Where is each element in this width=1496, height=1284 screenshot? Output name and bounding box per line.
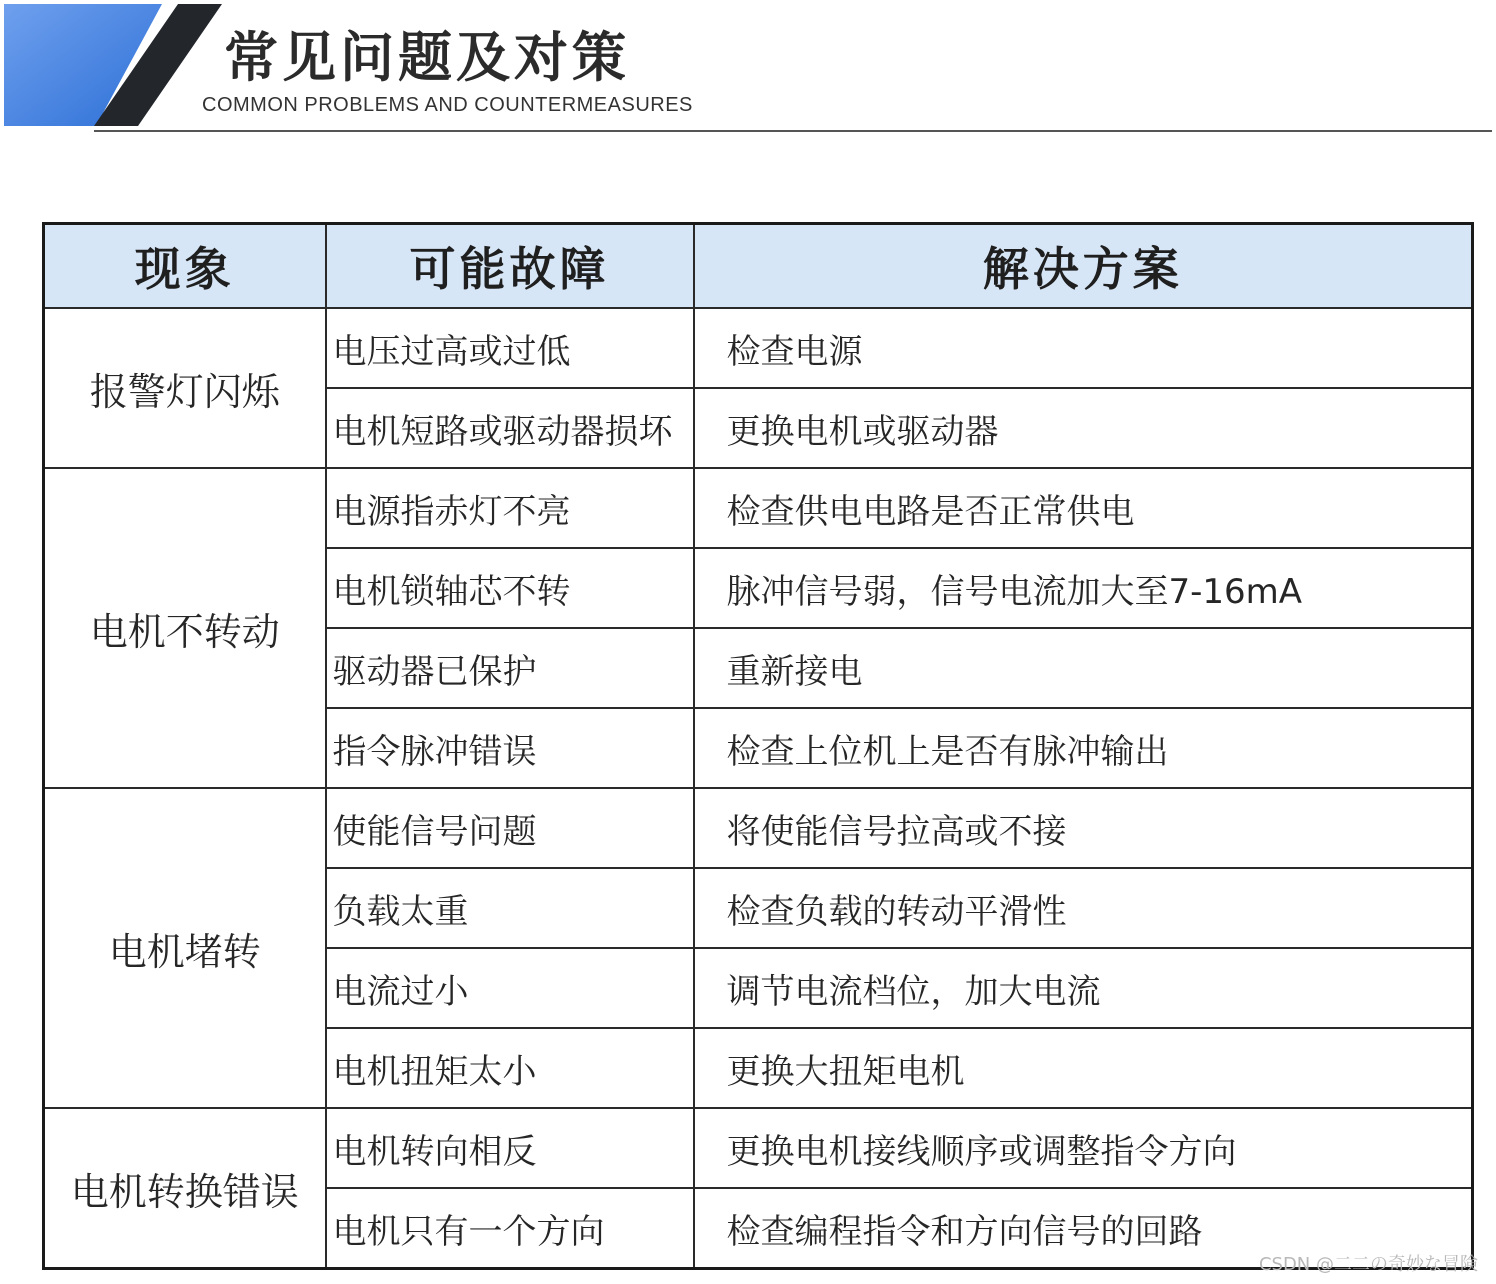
symptom-cell: 电机堵转 [44,788,326,1108]
cause-cell: 电机短路或驱动器损坏 [326,388,694,468]
header-banner [0,0,1496,140]
table-row [44,468,1473,548]
page-subtitle: COMMON PROBLEMS AND COUNTERMEASURES [202,94,693,116]
solution-cell: 调节电流档位，加大电流 [694,948,1473,1028]
solution-cell: 检查上位机上是否有脉冲输出 [694,708,1473,788]
cause-cell: 驱动器已保护 [326,628,694,708]
troubleshooting-table [42,222,1474,1270]
cause-cell: 电流过小 [326,948,694,1028]
table-row [44,1108,1473,1188]
page-title: 常见问题及对策 [224,26,630,89]
solution-cell: 脉冲信号弱，信号电流加大至7-16mA [694,548,1473,628]
cause-cell: 电机锁轴芯不转 [326,548,694,628]
watermark-text: CSDN @二二の奇妙な冒険 [1258,1254,1478,1275]
solution-cell: 检查负载的转动平滑性 [694,868,1473,948]
cause-cell: 电源指赤灯不亮 [326,468,694,548]
solution-cell: 检查供电电路是否正常供电 [694,468,1473,548]
column-header-solution: 解决方案 [694,224,1473,309]
symptom-cell: 报警灯闪烁 [44,308,326,468]
solution-cell: 重新接电 [694,628,1473,708]
column-header-cause: 可能故障 [326,224,694,309]
solution-cell: 更换大扭矩电机 [694,1028,1473,1108]
cause-cell: 电机转向相反 [326,1108,694,1188]
cause-cell: 电机只有一个方向 [326,1188,694,1269]
table-header-row [44,224,1473,309]
symptom-cell: 电机转换错误 [44,1108,326,1269]
solution-cell: 检查编程指令和方向信号的回路 [694,1188,1473,1269]
symptom-cell: 电机不转动 [44,468,326,788]
column-header-symptom: 现象 [44,224,326,309]
cause-cell: 负载太重 [326,868,694,948]
table-row [44,788,1473,868]
troubleshooting-table-container [42,222,1474,1262]
cause-cell: 电压过高或过低 [326,308,694,388]
cause-cell: 电机扭矩太小 [326,1028,694,1108]
table-row [44,308,1473,388]
solution-cell: 将使能信号拉高或不接 [694,788,1473,868]
solution-cell: 更换电机接线顺序或调整指令方向 [694,1108,1473,1188]
cause-cell: 使能信号问题 [326,788,694,868]
solution-cell: 检查电源 [694,308,1473,388]
cause-cell: 指令脉冲错误 [326,708,694,788]
solution-cell: 更换电机或驱动器 [694,388,1473,468]
